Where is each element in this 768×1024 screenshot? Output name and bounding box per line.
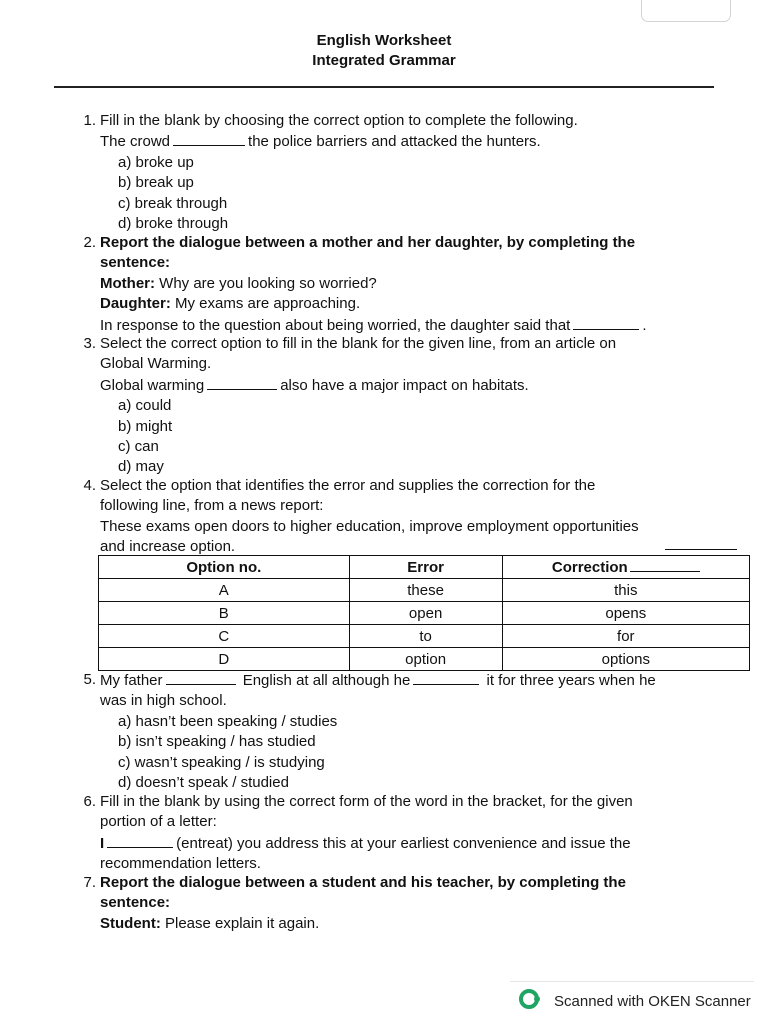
answer-blank[interactable] bbox=[173, 131, 245, 146]
letter-line-cont: recommendation letters. bbox=[100, 855, 261, 873]
question-sentence: These exams open doors to higher education, improve employment opportunities bbox=[100, 517, 639, 535]
table-row[interactable] bbox=[99, 602, 750, 625]
question-instruction-cont: portion of a letter: bbox=[100, 813, 217, 831]
question-number: 1. bbox=[83, 112, 96, 129]
answer-blank[interactable] bbox=[573, 315, 639, 330]
dialogue-mother: Mother: Why are you looking so worried? bbox=[100, 274, 377, 292]
cell-error: open bbox=[349, 602, 502, 625]
table-row[interactable] bbox=[99, 579, 750, 602]
answer-blank[interactable] bbox=[207, 375, 277, 390]
letter-line: I (entreat) you address this at your earliest convenience and issue the bbox=[100, 834, 631, 852]
answer-blank-2[interactable] bbox=[413, 670, 479, 685]
cell-option: C bbox=[99, 625, 350, 648]
question-number: 2. bbox=[83, 234, 96, 251]
answer-blank[interactable] bbox=[630, 559, 700, 572]
answer-blank[interactable] bbox=[665, 549, 737, 550]
cell-correction: this bbox=[502, 579, 749, 602]
question-prompt: In response to the question about being worried, the daughter said that . bbox=[100, 316, 647, 334]
question-sentence: Global warming also have a major impact on habitats. bbox=[100, 376, 529, 394]
dialogue-student: Student: Please explain it again. bbox=[100, 914, 320, 932]
option-a[interactable]: a) hasn’t been speaking / studies bbox=[118, 712, 338, 730]
question-number: 4. bbox=[83, 477, 96, 494]
option-b[interactable]: b) might bbox=[118, 417, 173, 435]
option-c[interactable]: c) break through bbox=[118, 194, 228, 212]
question-instruction: Report the dialogue between a student and his teacher, by completing the bbox=[100, 874, 626, 891]
question-instruction: Fill in the blank by using the correct form of the word in the bracket, for the given bbox=[100, 793, 633, 810]
answer-blank-1[interactable] bbox=[166, 670, 236, 685]
question-number: 7. bbox=[83, 874, 96, 891]
question-sentence-cont: and increase option. bbox=[100, 538, 236, 556]
question-instruction: Select the option that identifies the error and supplies the correction for the bbox=[100, 477, 596, 494]
answer-blank[interactable] bbox=[107, 833, 173, 848]
question-instruction: Fill in the blank by choosing the correct option to complete the following. bbox=[100, 112, 578, 129]
question-instruction: Report the dialogue between a mother and her daughter, by completing the bbox=[100, 234, 636, 251]
watermark-text: Scanned with OKEN Scanner bbox=[554, 992, 751, 1010]
table-row[interactable] bbox=[99, 625, 750, 648]
option-a[interactable]: a) could bbox=[118, 397, 172, 415]
cell-error: option bbox=[349, 648, 502, 671]
option-c[interactable]: c) wasn’t speaking / is studying bbox=[118, 753, 325, 771]
option-a[interactable]: a) broke up bbox=[118, 153, 194, 171]
question-instruction: Select the correct option to fill in the blank for the given line, from an article on bbox=[100, 335, 617, 352]
option-d[interactable]: d) doesn’t speak / studied bbox=[118, 774, 289, 792]
cell-correction: for bbox=[502, 625, 749, 648]
option-b[interactable]: b) isn’t speaking / has studied bbox=[118, 733, 316, 751]
footer-divider bbox=[510, 981, 754, 982]
cell-option: B bbox=[99, 602, 350, 625]
dialogue-daughter: Daughter: My exams are approaching. bbox=[100, 295, 361, 313]
question-number: 6. bbox=[83, 793, 96, 810]
cell-error: to bbox=[349, 625, 502, 648]
column-header-correction: Correction bbox=[502, 556, 749, 579]
worksheet-title: English Worksheet bbox=[316, 32, 452, 49]
column-header-option: Option no. bbox=[99, 556, 350, 579]
scanner-watermark bbox=[518, 990, 751, 1012]
table-header-row bbox=[99, 556, 750, 579]
table-row[interactable] bbox=[99, 648, 750, 671]
cell-error: these bbox=[349, 579, 502, 602]
column-header-error: Error bbox=[349, 556, 502, 579]
cell-option: A bbox=[99, 579, 350, 602]
question-instruction-cont: following line, from a news report: bbox=[100, 497, 324, 515]
worksheet-subtitle: Integrated Grammar bbox=[312, 52, 456, 69]
question-sentence: The crowd the police barriers and attacked the hunters. bbox=[100, 133, 541, 151]
question-instruction-cont: sentence: bbox=[100, 254, 171, 272]
header-divider bbox=[54, 86, 714, 88]
error-correction-table bbox=[98, 555, 750, 671]
option-d[interactable]: d) broke through bbox=[118, 215, 229, 233]
question-number: 5. bbox=[83, 671, 96, 688]
question-number: 3. bbox=[83, 335, 96, 352]
question-instruction-cont: sentence: bbox=[100, 894, 171, 912]
cell-correction: options bbox=[502, 648, 749, 671]
cell-correction: opens bbox=[502, 602, 749, 625]
oken-scanner-logo-icon bbox=[518, 988, 544, 1014]
option-c[interactable]: c) can bbox=[118, 438, 159, 456]
scanner-corner-box bbox=[641, 0, 731, 22]
option-b[interactable]: b) break up bbox=[118, 174, 194, 192]
cell-option: D bbox=[99, 648, 350, 671]
question-instruction-cont: Global Warming. bbox=[100, 355, 212, 373]
question-sentence-cont: was in high school. bbox=[100, 692, 227, 710]
option-d[interactable]: d) may bbox=[118, 458, 164, 476]
question-sentence: My father English at all although he it for three years when he bbox=[100, 672, 656, 689]
